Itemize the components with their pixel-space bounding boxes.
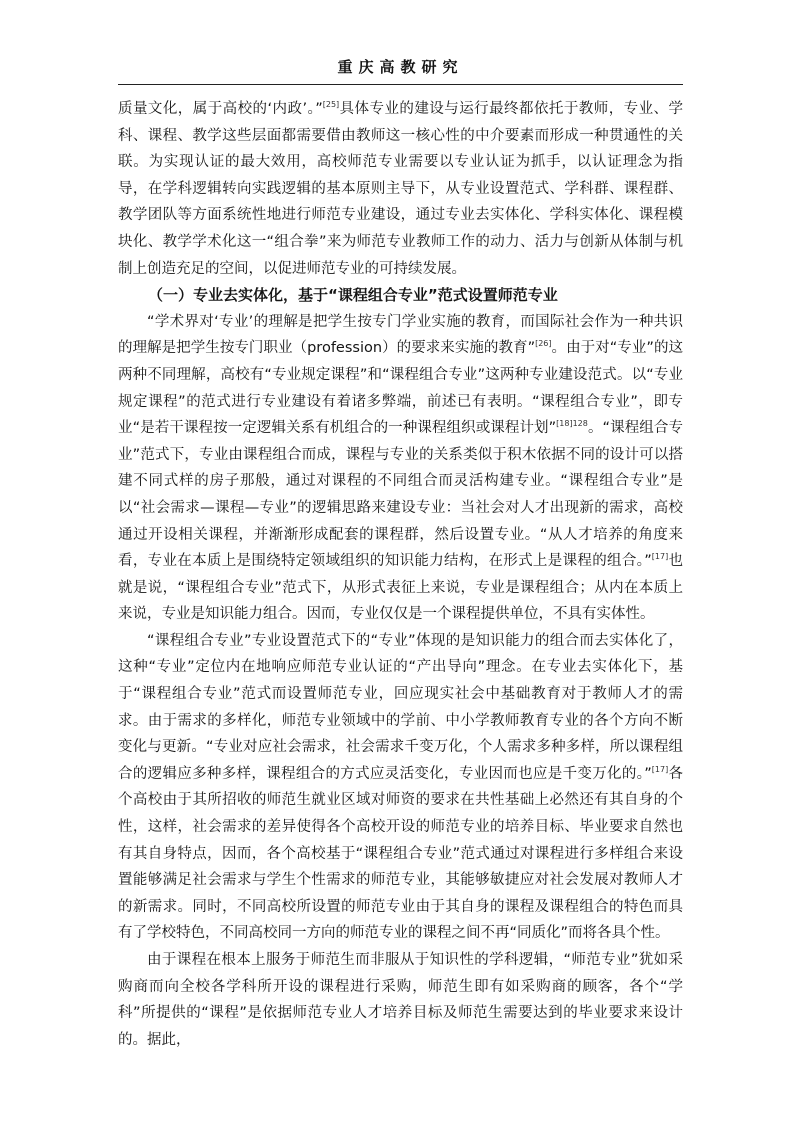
text-run: “学术界对‘专业’的理解是把学生按专门学业实施的教育，而国际社会作为一种共识的理解是把学生按专门职业（profession）的要求来实施的教育”: [118, 313, 683, 357]
citation-marker: [26]: [535, 339, 552, 349]
text-run: “课程组合专业”专业设置范式下的“专业”体现的是知识能力的组合而去实体化了，这种“专业”定位内在地响应师范专业认证的“产出导向”理念。在专业去实体化下，基于“课程组合专业”范式而设置师范专业，回应现实社会中基础教育对于教师人才的需求。由于需求的多样化，师范专业领域中的学前、中小学教师教育专业的各个方向不断变化与更新。“专业对应社会需求，社会需求千变万化，个人需求多种多样，所以课程组合的逻辑应多种多样，课程组合的方式应灵活变化，专业因而也应是千变万化的。”: [118, 632, 683, 782]
text-run: 。由于对“专业”的这两种不同理解，高校有“专业规定课程”和“课程组合专业”这两种专业建设范式。以“专业规定课程”的范式进行专业建设有着诸多弊端，前述已有表明。“课程组合专业”，即专业“是若干课程按一定逻辑关系有机组合的一种课程组织或课程计划”: [118, 340, 683, 437]
text-run: 各个高校由于其所招收的师范生就业区域对师资的要求在共性基础上必然还有其自身的个性，这样，社会需求的差异使得各个高校开设的师范专业的培养目标、毕业要求自然也有其自身特点，因而，各个高校基于“课程组合专业”范式通过对课程进行多样组合来设置能够满足社会需求与学生个性需求的师范专业，其能够敏捷应对社会发展对教师人才的新需求。同时，不同高校所设置的师范专业由于其自身的课程及课程组合的特色而具有了学校特色，不同高校同一方向的师范专业的课程之间不再“同质化”而将各具个性。: [118, 765, 684, 942]
body-paragraph: [118, 96, 683, 282]
text-run: 也就是说，“课程组合专业”范式下，从形式表征上来说，专业是课程组合；从内在本质上来说，专业是知识能力组合。因而，专业仅仅是一个课程提供单位，不具有实体性。: [118, 553, 684, 623]
text-run: 具体专业的建设与运行最终都依托于教师，专业、学科、课程、教学这些层面都需要借由教师这一核心性的中介要素而形成一种贯通性的关联。为实现认证的最大效用，高校师范专业需要以专业认证为抓手，以认证理念为指导，在学科逻辑转向实践逻辑的基本原则主导下，从专业设置范式、学科群、课程群、教学团队等方面系统性地进行师范专业建设，通过专业去实体化、学科实体化、课程模块化、教学学术化这一“组合拳”来为师范专业教师工作的动力、活力与创新从体制与机制上创造充足的空间，以促进师范专业的可持续发展。: [118, 101, 684, 277]
text-run: 。“课程组合专业”范式下，专业由课程组合而成，课程与专业的关系类似于积木依据不同的设计可以搭建不同式样的房子那般，通过对课程的不同组合而灵活构建专业。“课程组合专业”是以“社会需求—课程—专业”的逻辑思路来建设专业：当社会对人才出现新的需求，高校通过开设相关课程，并渐渐形成配套的课程群，然后设置专业。“从人才培养的角度来看，专业在本质上是围绕特定领域组织的知识能力结构，在形式上是课程的组合。”: [118, 420, 683, 570]
article-body: [118, 96, 683, 1053]
citation-marker: [17]: [651, 765, 669, 775]
header-rule: [118, 84, 683, 85]
running-header: 重庆高教研究: [337, 58, 464, 76]
citation-marker: [17]: [651, 552, 669, 562]
body-paragraph: [118, 309, 683, 628]
citation-marker: [18]128: [556, 419, 588, 429]
text-run: （一）专业去实体化，基于“课程组合专业”范式设置师范专业: [148, 286, 558, 305]
body-paragraph: [118, 947, 683, 1053]
citation-marker: [25]: [322, 100, 340, 110]
text-run: 质量文化，属于高校的‘内政’。”: [118, 101, 323, 117]
text-run: 由于课程在根本上服务于师范生而非服从于知识性的学科逻辑，“师范专业”犹如采购商而向全校各学科所开设的课程进行采购，师范生即有如采购商的顾客，各个“学科”所提供的“课程”是依据师范专业人才培养目标及师范生需要达到的毕业要求来设计的。据此，: [118, 952, 683, 1048]
body-paragraph: [118, 628, 683, 947]
section-heading: [118, 282, 683, 309]
